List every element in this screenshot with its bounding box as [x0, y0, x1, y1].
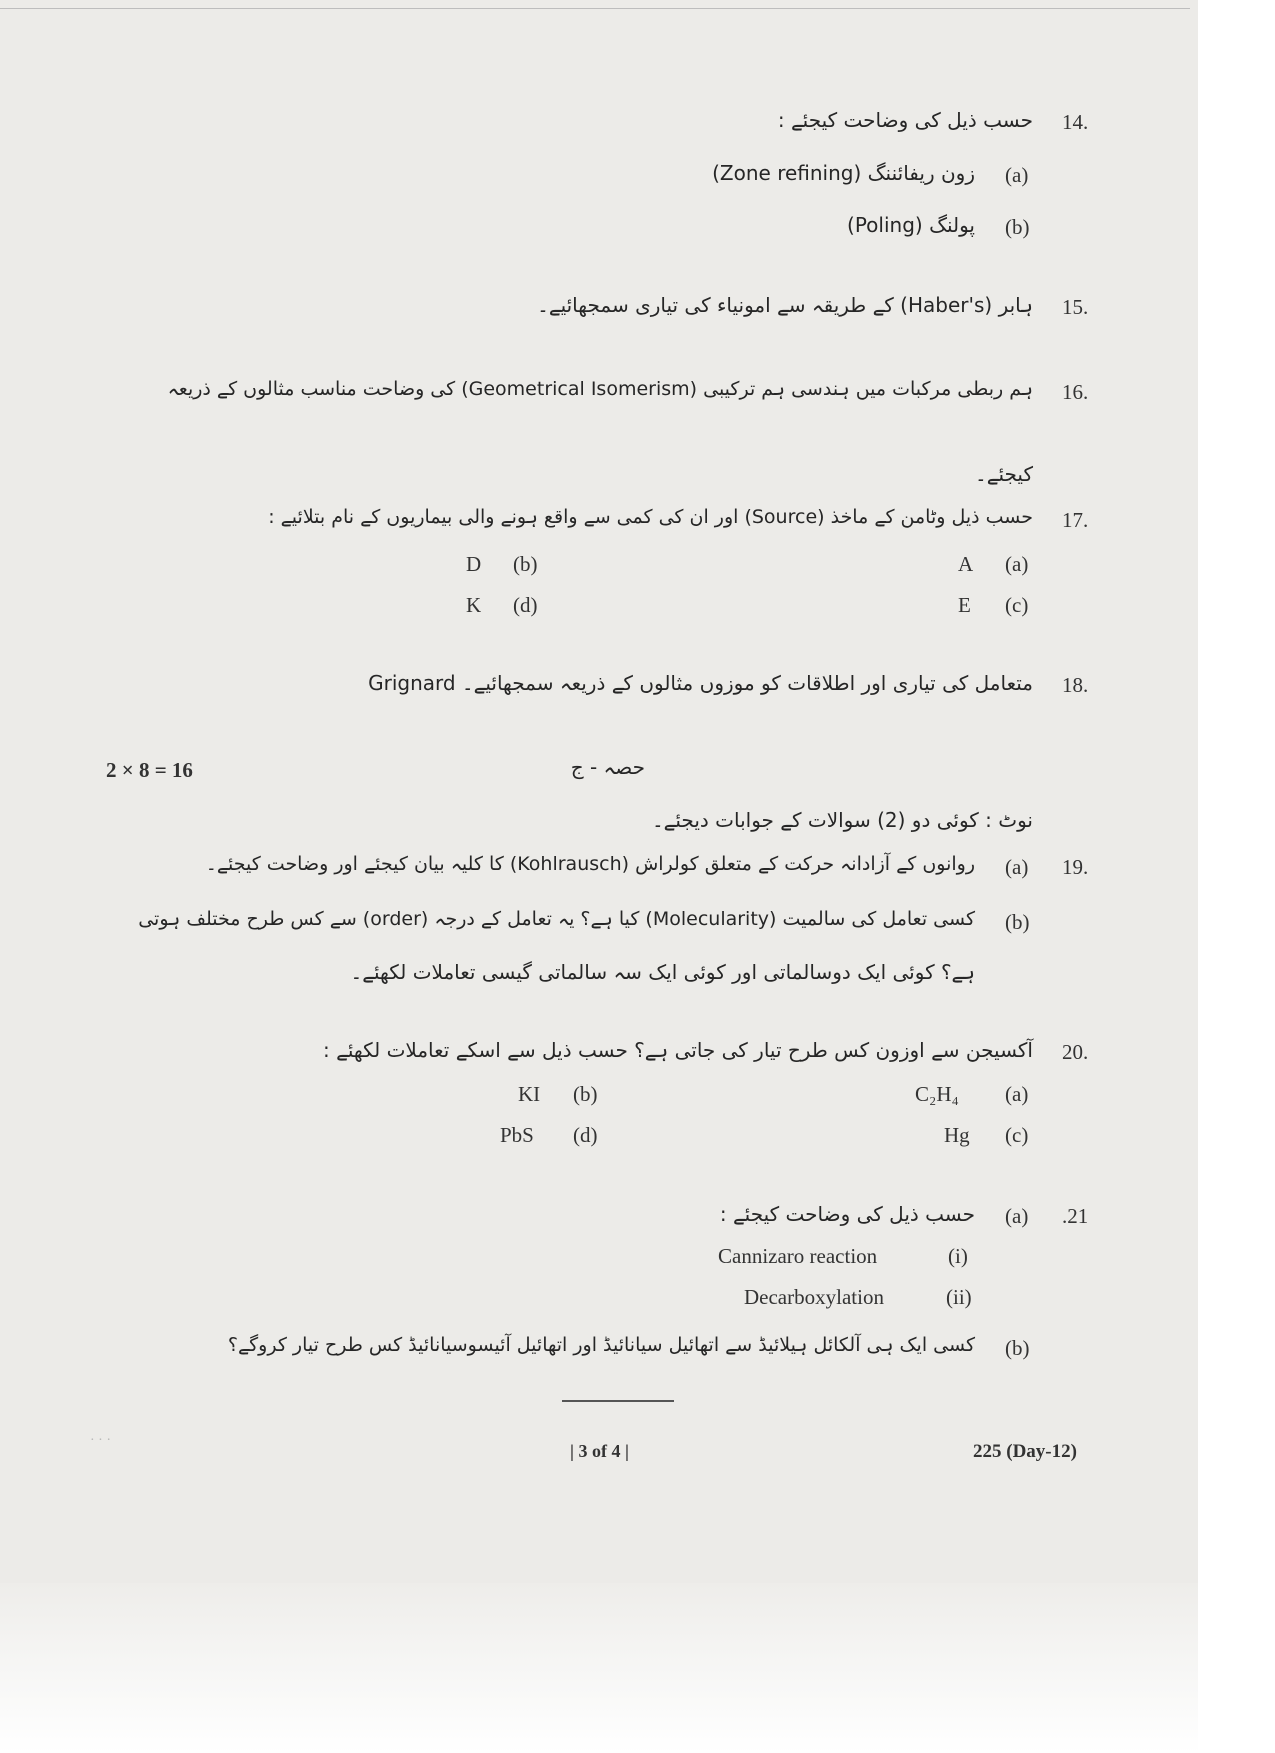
q20-a-value: C₂H₄	[915, 1082, 959, 1106]
q21-a-label: (a)	[1005, 1204, 1029, 1228]
q21-i-label: (i)	[948, 1244, 968, 1268]
q21-b-text: کسی ایک ہی آلکائل ہیلائیڈ سے اتھائیل سیانائیڈ اور اتھائیل آئیسوسیانائیڈ کس طرح تیار کروگے؟	[227, 1334, 975, 1356]
page-top-edge	[0, 8, 1190, 9]
q21-number: .21	[1062, 1204, 1089, 1228]
q16-line1: ہم ربطی مرکبات میں ہندسی ہم ترکیبی (Geometrical Isomerism) کی وضاحت مناسب مثالوں کے ذریعہ	[167, 378, 1033, 400]
q17-a-value: A	[958, 552, 974, 576]
section-marks: 2 × 8 = 16	[106, 758, 193, 782]
q17-text: حسب ذیل وٹامن کے ماخذ (Source) اور ان کی کمی سے واقع ہونے والی بیماریوں کے نام بتلائیے :	[268, 506, 1033, 528]
section-title: حصہ - ج	[570, 755, 645, 779]
q19-b-line1: کسی تعامل کی سالمیت (Molecularity) کیا ہے؟ یہ تعامل کے درجہ (order) سے کس طرح مختلف ہوتی	[138, 908, 975, 930]
q20-d-value: PbS	[500, 1123, 534, 1147]
q17-d-label: (d)	[513, 593, 538, 617]
q14-number: 14.	[1062, 110, 1089, 134]
q17-a-label: (a)	[1005, 552, 1029, 576]
q20-number: 20.	[1062, 1040, 1089, 1064]
q20-a-label: (a)	[1005, 1082, 1029, 1106]
q20-b-label: (b)	[573, 1082, 598, 1106]
q15-text: ہابر (Haber's) کے طریقہ سے امونیاء کی تیاری سمجھائیے۔	[537, 293, 1033, 317]
section-note: نوٹ : کوئی دو (2) سوالات کے جوابات دیجئے۔	[651, 808, 1033, 832]
q14-text: حسب ذیل کی وضاحت کیجئے :	[777, 108, 1033, 132]
q17-c-label: (c)	[1005, 593, 1029, 617]
q21-b-label: (b)	[1005, 1336, 1030, 1360]
q17-d-value: K	[466, 593, 482, 617]
q18-number: 18.	[1062, 673, 1089, 697]
q20-d-label: (d)	[573, 1123, 598, 1147]
q19-b-line2: ہے؟ کوئی ایک دوسالماتی اور کوئی ایک سہ سالماتی گیسی تعاملات لکھئے۔	[350, 960, 975, 984]
scan-smudge: · · ·	[90, 1433, 111, 1448]
q19-a-label: (a)	[1005, 855, 1029, 879]
q21-i-text: Cannizaro reaction	[718, 1244, 878, 1268]
end-divider	[562, 1400, 674, 1402]
q14-b-text: پولنگ (Poling)	[847, 213, 975, 237]
q16-number: 16.	[1062, 380, 1089, 404]
page-bottom-shadow	[0, 1583, 1198, 1753]
q21-a-text: حسب ذیل کی وضاحت کیجئے :	[719, 1202, 975, 1226]
q20-c-label: (c)	[1005, 1123, 1029, 1147]
q20-text: آکسیجن سے اوزون کس طرح تیار کی جاتی ہے؟ حسب ذیل سے اسکے تعاملات لکھئے :	[323, 1038, 1033, 1062]
paper-code: 225 (Day-12)	[973, 1441, 1077, 1462]
q14-a-text: زون ریفائننگ (Zone refining)	[712, 161, 975, 185]
q14-a-label: (a)	[1005, 163, 1029, 187]
q17-c-value: E	[958, 593, 971, 617]
q21-ii-text: Decarboxylation	[744, 1285, 884, 1309]
q20-c-value: Hg	[944, 1123, 970, 1147]
q15-number: 15.	[1062, 295, 1089, 319]
q14-b-label: (b)	[1005, 215, 1030, 239]
q19-a-text: روانوں کے آزادانہ حرکت کے متعلق کولراش (Kohlrausch) کا کلیہ بیان کیجئے اور وضاحت کیجئے۔	[205, 853, 975, 875]
q18-text: Grignard متعامل کی تیاری اور اطلاقات کو موزوں مثالوں کے ذریعہ سمجھائیے۔	[368, 671, 1033, 695]
q19-b-label: (b)	[1005, 910, 1030, 934]
q21-ii-label: (ii)	[946, 1285, 972, 1309]
page-number: | 3 of 4 |	[570, 1441, 629, 1461]
q19-number: 19.	[1062, 855, 1089, 879]
q16-line2: کیجئے۔	[975, 462, 1033, 486]
q17-b-label: (b)	[513, 552, 538, 576]
q17-number: 17.	[1062, 508, 1089, 532]
q20-b-value: KI	[518, 1082, 541, 1106]
q17-b-value: D	[466, 552, 482, 576]
